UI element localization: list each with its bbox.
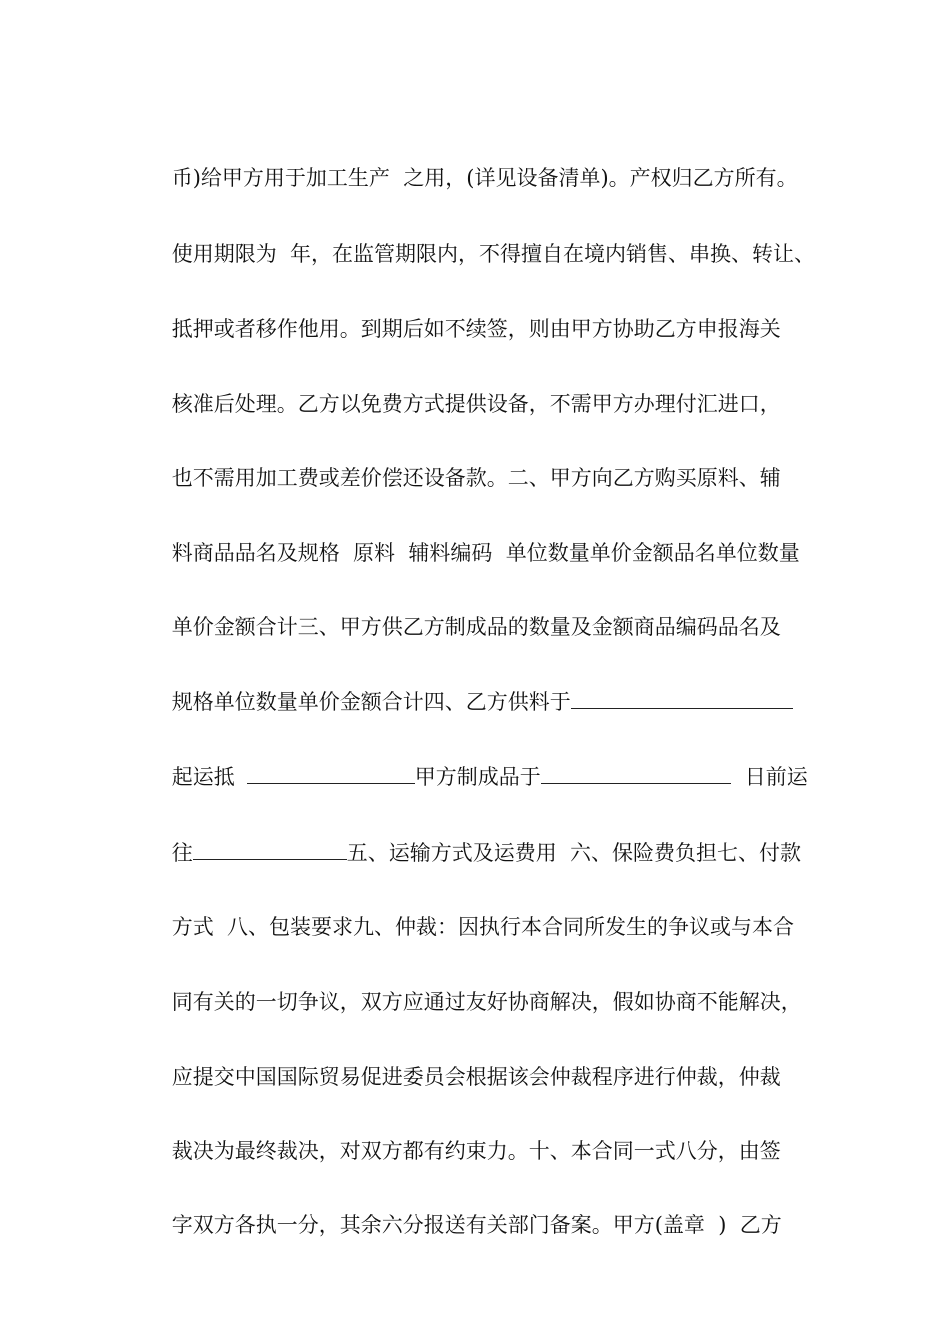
text-line: [145, 1035, 781, 1119]
text-segment: 应提交中国国际贸易促进委员会根据该会仲裁程序进行仲裁，仲裁: [171, 1065, 781, 1089]
text-line: [145, 511, 800, 595]
fill-blank: [193, 839, 347, 860]
text-segment: 抵押或者移作他用。到期后如不续签，则由甲方协助乙方申报海关: [171, 317, 781, 341]
text-segment: 也不需用加工费或差价偿还设备款。二、甲方向乙方购买原料、辅: [171, 466, 781, 490]
text-line: [145, 735, 808, 819]
text-segment: 规格单位数量单价金额合计四、乙方供料于: [171, 690, 571, 714]
text-segment: 裁决为最终裁决，对双方都有约束力。十、本合同一式八分，由签: [171, 1139, 781, 1163]
fill-blank: [571, 688, 793, 709]
text-segment: 五、运输方式及运费用 六、保险费负担七、付款: [346, 841, 802, 865]
text-line: [145, 885, 794, 969]
text-line: [145, 1183, 782, 1267]
text-segment: 字双方各执一分，其余六分报送有关部门备案。甲方(盖章 ) 乙方: [171, 1213, 782, 1237]
text-segment: 使用期限为 年，在监管期限内，不得擅自在境内销售、串换、转让、: [171, 242, 816, 266]
text-line: [145, 811, 801, 895]
text-segment: 核准后处理。乙方以免费方式提供设备，不需甲方办理付汇进口，: [171, 392, 781, 416]
text-line: [145, 1109, 781, 1193]
text-segment: 单价金额合计三、甲方供乙方制成品的数量及金额商品编码品名及: [171, 615, 781, 639]
text-segment: 起运抵: [171, 765, 235, 789]
text-line: [145, 362, 781, 446]
text-line: [145, 212, 815, 296]
text-segment: 往: [171, 841, 193, 865]
text-segment: 甲方制成品于: [414, 765, 541, 789]
fill-blank: [541, 763, 731, 784]
text-line: [145, 585, 781, 669]
text-line: [145, 436, 781, 520]
text-line: [145, 287, 781, 371]
text-segment: 币)给甲方用于加工生产 之用，(详见设备清单)。产权归乙方所有。: [171, 166, 798, 190]
text-line: [145, 136, 798, 220]
text-segment: 同有关的一切争议，双方应通过友好协商解决，假如协商不能解决，: [171, 990, 802, 1014]
text-line: [145, 660, 793, 744]
text-segment: 日前运: [744, 765, 808, 789]
text-segment: 方式 八、包装要求九、仲裁：因执行本合同所发生的争议或与本合: [171, 915, 795, 939]
text-segment: 料商品品名及规格 原料 辅料编码 单位数量单价金额品名单位数量: [171, 541, 800, 565]
fill-blank: [247, 763, 415, 784]
text-line: [145, 960, 802, 1044]
